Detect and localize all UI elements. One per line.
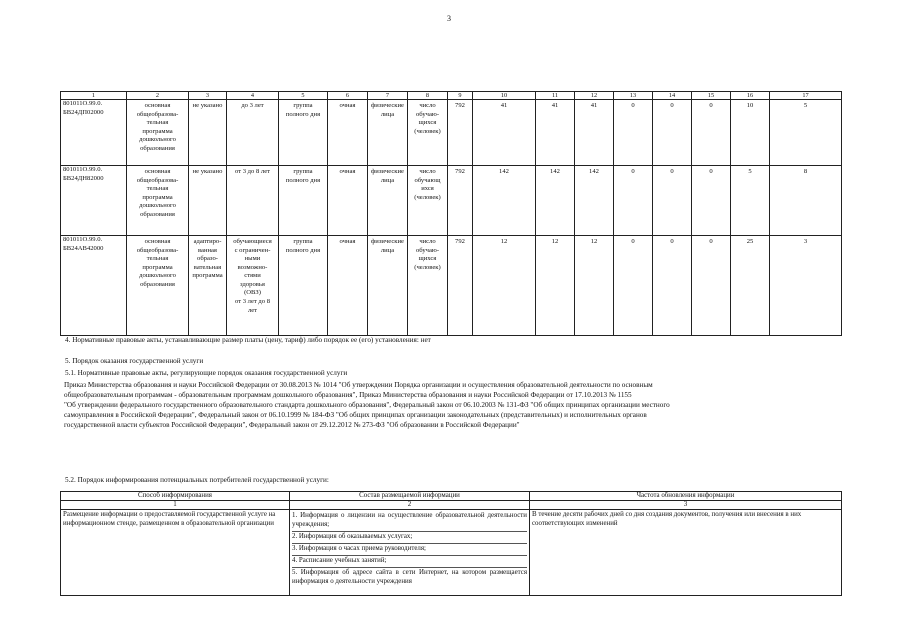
table-cell: до 3 лет <box>227 100 279 166</box>
informing-content-cell <box>290 510 530 596</box>
table-cell: 0 <box>614 100 653 166</box>
column-number-cell: 12 <box>575 92 614 100</box>
column-number-cell: 14 <box>653 92 692 100</box>
informing-frequency-cell: В течение десяти рабочих дней со дня создания документов, получения или внесения в них соответствующих изменений <box>530 510 842 596</box>
table-cell: физические лица <box>368 100 408 166</box>
informing-item: 1. Информация о лицензии на осуществление образовательной деятельности учреждения; <box>292 511 527 532</box>
section-5-1-line: самоуправления в Российской Федерации", Федеральный закон от 06.10.1999 № 184-ФЗ "Об общих принципах организации законодательных (представительных) и исполнительных органов <box>64 411 647 419</box>
table-cell: 801011О.99.0. БВ24ДП02000 <box>61 100 127 166</box>
informing-col-number: 3 <box>530 501 842 510</box>
column-number-cell: 17 <box>770 92 842 100</box>
table-cell: 12 <box>575 236 614 336</box>
table-cell: 0 <box>653 100 692 166</box>
table-cell: не указано <box>189 166 227 236</box>
table-cell: 12 <box>473 236 536 336</box>
table-cell: 801011О.99.0. БВ24АВ42000 <box>61 236 127 336</box>
table-cell: число обучаю- щихся (человек) <box>408 236 448 336</box>
column-number-cell: 11 <box>536 92 575 100</box>
table-cell: основная общеобразова- тельная программа дошкольного образования <box>127 100 189 166</box>
section-5-1-line: "Об утверждении федерального государственного образовательного стандарта дошкольного образования", Федеральный закон от 06.10.2003 № 131-ФЗ "Об общих принципах организации местного <box>64 401 670 409</box>
column-number-cell: 10 <box>473 92 536 100</box>
table-cell: очная <box>328 166 368 236</box>
column-number-cell: 4 <box>227 92 279 100</box>
table-cell: от 3 до 8 лет <box>227 166 279 236</box>
column-number-cell: 2 <box>127 92 189 100</box>
column-number-cell: 9 <box>448 92 473 100</box>
section-5-1-title: 5.1. Нормативные правовые акты, регулирующие порядок оказания государственной услуги <box>65 369 348 377</box>
table-cell: 41 <box>575 100 614 166</box>
table-cell: адаптиро- ванная образо- вательная программа <box>189 236 227 336</box>
table-cell: группа полного дня <box>279 166 328 236</box>
column-number-cell: 1 <box>61 92 127 100</box>
column-number-cell: 16 <box>731 92 770 100</box>
table-cell: очная <box>328 236 368 336</box>
table-cell: 5 <box>770 100 842 166</box>
section-5-1-line: государственной власти субъектов Российской Федерации", Федеральный закон от 29.12.2012 № 273-ФЗ "Об образовании в Российской Федерации" <box>64 421 520 429</box>
page-number: 3 <box>447 14 451 23</box>
informing-header-frequency: Частота обновления информации <box>530 492 842 501</box>
table-cell: обучающиеся с ограничен- ными возможно- стями здоровья (ОВЗ) от 3 лет до 8 лет <box>227 236 279 336</box>
column-number-cell: 7 <box>368 92 408 100</box>
table-cell: 142 <box>536 166 575 236</box>
table-row <box>61 236 842 336</box>
table-cell: основная общеобразова- тельная программа дошкольного образования <box>127 166 189 236</box>
table-cell: 0 <box>692 166 731 236</box>
table-cell: 142 <box>575 166 614 236</box>
table-cell: 41 <box>536 100 575 166</box>
column-number-cell: 5 <box>279 92 328 100</box>
table-cell: 792 <box>448 100 473 166</box>
service-volume-table <box>60 91 842 336</box>
column-number-cell: 13 <box>614 92 653 100</box>
table-cell: число обучаю- щихся (человек) <box>408 100 448 166</box>
table-cell: 0 <box>692 100 731 166</box>
table-cell: не указано <box>189 100 227 166</box>
table-cell: 3 <box>770 236 842 336</box>
table-cell: 801011О.99.0. БВ24ДН82000 <box>61 166 127 236</box>
table-cell: группа полного дня <box>279 100 328 166</box>
column-number-cell: 3 <box>189 92 227 100</box>
informing-item: 5. Информация об адресе сайта в сети Интернет, на котором размещается информация о деятельности учреждения <box>292 568 527 585</box>
table-cell: число обучающ ихся (человек) <box>408 166 448 236</box>
section-5-2-title: 5.2. Порядок информирования потенциальных потребителей государственной услуги: <box>65 476 329 484</box>
column-number-cell: 6 <box>328 92 368 100</box>
informing-header-content: Состав размещаемой информации <box>290 492 530 501</box>
table-cell: 0 <box>653 166 692 236</box>
informing-item: 4. Расписание учебных занятий; <box>292 556 527 568</box>
informing-table <box>60 491 842 596</box>
column-number-cell: 8 <box>408 92 448 100</box>
table-cell: физические лица <box>368 236 408 336</box>
table-cell: группа полного дня <box>279 236 328 336</box>
table-cell: 8 <box>770 166 842 236</box>
table-cell: основная общеобразова- тельная программа дошкольного образования <box>127 236 189 336</box>
table-cell: 0 <box>614 166 653 236</box>
table-row <box>61 166 842 236</box>
table-cell: 25 <box>731 236 770 336</box>
section-5-title: 5. Порядок оказания государственной услуги <box>65 357 204 365</box>
table-cell: 0 <box>614 236 653 336</box>
section-5-1-line: Приказ Министерства образования и науки Российской Федерации от 30.08.2013 № 1014 "Об утверждении Порядка организации и осуществления образовательной деятельности по основным <box>64 381 653 389</box>
table-cell: 0 <box>692 236 731 336</box>
table-cell: 10 <box>731 100 770 166</box>
table-cell: 5 <box>731 166 770 236</box>
informing-item: 3. Информация о часах приема руководителя; <box>292 544 527 556</box>
section-4-text: 4. Нормативные правовые акты, устанавливающие размер платы (цену, тариф) либо порядок ее (его) установления: нет <box>65 336 431 344</box>
section-5-1-text <box>64 380 670 430</box>
column-number-cell: 15 <box>692 92 731 100</box>
table-row <box>61 100 842 166</box>
table-cell: 142 <box>473 166 536 236</box>
informing-item: 2. Информация об оказываемых услугах; <box>292 532 527 544</box>
section-5-1-line: общеобразовательным программам - образовательным программам дошкольного образования", Приказ Министерства образования и науки Российской Федерации от 17.10.2013 № 1155 <box>64 391 632 399</box>
table-cell: 0 <box>653 236 692 336</box>
table-cell: 792 <box>448 166 473 236</box>
table-cell: физические лица <box>368 166 408 236</box>
informing-header-method: Способ информирования <box>61 492 290 501</box>
table-cell: 12 <box>536 236 575 336</box>
informing-method-cell: Размещение информации о предоставляемой государственной услуге на информационном стенде, размещенном в образовательной организации <box>61 510 290 596</box>
table-cell: очная <box>328 100 368 166</box>
table-cell: 792 <box>448 236 473 336</box>
informing-col-number: 1 <box>61 501 290 510</box>
table-cell: 41 <box>473 100 536 166</box>
informing-col-number: 2 <box>290 501 530 510</box>
